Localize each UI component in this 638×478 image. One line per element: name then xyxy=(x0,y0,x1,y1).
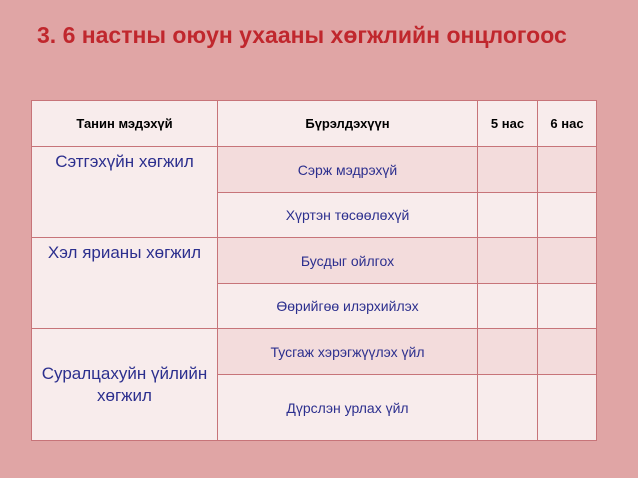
header-age-5: 5 нас xyxy=(478,101,538,147)
header-age-6: 6 нас xyxy=(538,101,597,147)
age-5-cell[interactable] xyxy=(478,375,538,441)
age-5-cell[interactable] xyxy=(478,238,538,284)
table-row xyxy=(32,147,597,193)
skill-cell: Сэрж мэдрэхүй xyxy=(218,147,478,193)
header-cognition: Танин мэдэхүй xyxy=(32,101,218,147)
age-5-cell[interactable] xyxy=(478,193,538,238)
development-table xyxy=(31,100,597,441)
skill-cell: Бусдыг ойлгох xyxy=(218,238,478,284)
category-learning: Суралцахуйн үйлийн хөгжил xyxy=(32,329,218,441)
skill-cell: Тусгаж хэрэгжүүлэх үйл xyxy=(218,329,478,375)
skill-cell: Өөрийгөө илэрхийлэх xyxy=(218,284,478,329)
age-6-cell[interactable] xyxy=(538,329,597,375)
age-5-cell[interactable] xyxy=(478,147,538,193)
category-thinking: Сэтгэхүйн хөгжил xyxy=(32,147,218,238)
age-6-cell[interactable] xyxy=(538,193,597,238)
table-row xyxy=(32,329,597,375)
category-speech: Хэл ярианы хөгжил xyxy=(32,238,218,329)
age-5-cell[interactable] xyxy=(478,284,538,329)
table-row xyxy=(32,238,597,284)
skill-cell: Хүртэн төсөөлөхүй xyxy=(218,193,478,238)
skill-cell: Дүрслэн урлах үйл xyxy=(218,375,478,441)
age-6-cell[interactable] xyxy=(538,238,597,284)
age-6-cell[interactable] xyxy=(538,284,597,329)
age-6-cell[interactable] xyxy=(538,375,597,441)
age-5-cell[interactable] xyxy=(478,329,538,375)
header-components: Бүрэлдэхүүн xyxy=(218,101,478,147)
slide-title: 3. 6 настны оюун ухааны хөгжлийн онцлогоос xyxy=(37,22,567,48)
table-header-row xyxy=(32,101,597,147)
age-6-cell[interactable] xyxy=(538,147,597,193)
